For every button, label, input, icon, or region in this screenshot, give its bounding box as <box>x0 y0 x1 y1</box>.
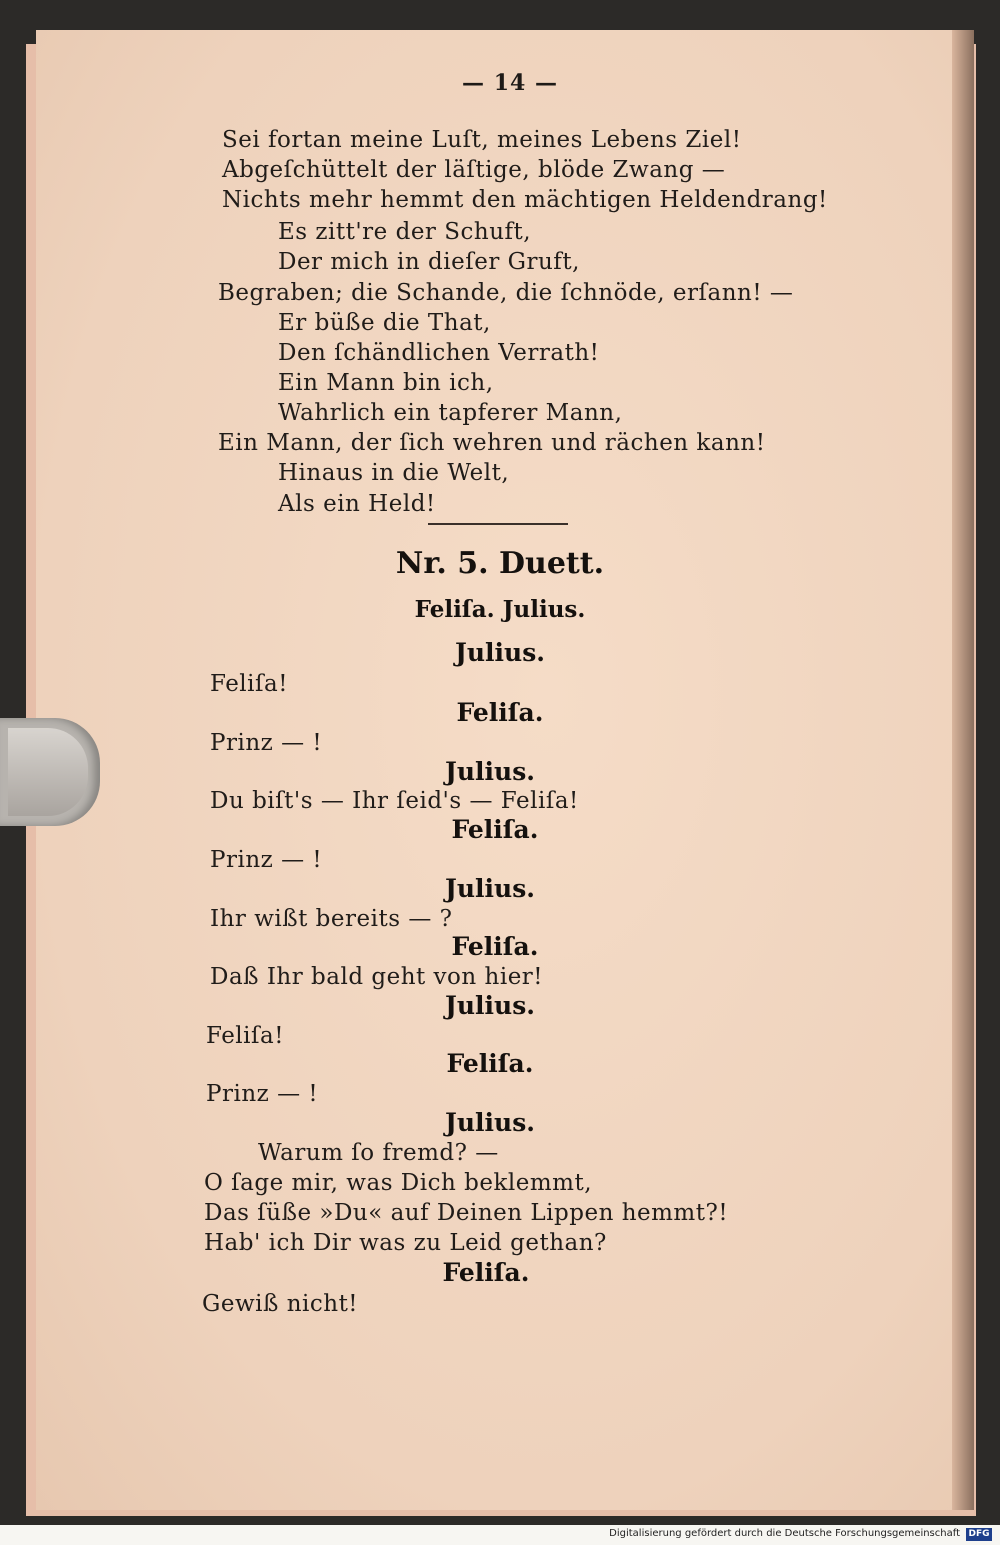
dialogue-line: Gewiß nicht! <box>202 1291 359 1317</box>
funding-credit: Digitalisierung gefördert durch die Deutsche Forschungsgemeinschaft <box>609 1528 960 1539</box>
dialogue-line: Das ſüße »Du« auf Deinen Lippen hemmt?! <box>204 1200 729 1226</box>
verse-line: Begraben; die Schande, die ſchnöde, erſann! — <box>218 280 794 306</box>
dialogue-line: Du biſt's — Ihr ſeid's — Feliſa! <box>210 788 579 814</box>
verse-line: Ein Mann bin ich, <box>278 370 494 396</box>
speaker-name: Julius. <box>445 1108 535 1137</box>
dialogue-line: Feliſa! <box>206 1023 284 1049</box>
verse-line: Es zitt're der Schuft, <box>278 219 532 245</box>
page-gutter-shadow <box>952 30 974 1510</box>
verse-line: Den ſchändlichen Verrath! <box>278 340 600 366</box>
verse-line: Nichts mehr hemmt den mächtigen Heldendrang! <box>222 187 828 213</box>
verse-line: Sei fortan meine Luſt, meines Lebens Ziel! <box>222 127 742 153</box>
dialogue-line: Daß Ihr bald geht von hier! <box>210 964 544 990</box>
verse-line: Hinaus in die Welt, <box>278 460 510 486</box>
dialogue-line: Ihr wißt bereits — ? <box>210 906 453 932</box>
dialogue-line: Feliſa! <box>210 671 288 697</box>
speaker-name: Julius. <box>445 991 535 1020</box>
speaker-name: Feliſa. <box>442 1258 530 1287</box>
section-divider <box>428 523 568 525</box>
speaker-name: Julius. <box>445 757 535 786</box>
verse-line: Als ein Held! <box>278 491 436 517</box>
dialogue-line: O ſage mir, was Dich beklemmt, <box>204 1170 593 1196</box>
speaker-name: Feliſa. <box>451 932 539 961</box>
speaker-name: Feliſa. <box>446 1049 534 1078</box>
verse-line: Ein Mann, der ſich wehren und rächen kann! <box>218 430 766 456</box>
scanner-clip-highlight <box>8 728 88 816</box>
dialogue-line: Hab' ich Dir was zu Leid gethan? <box>204 1230 607 1256</box>
verse-line: Der mich in dieſer Gruft, <box>278 249 580 275</box>
verse-line: Er büße die That, <box>278 310 491 336</box>
verse-line: Abgeſchüttelt der läſtige, blöde Zwang — <box>222 157 726 183</box>
speaker-name: Julius. <box>445 874 535 903</box>
dialogue-line: Prinz — ! <box>210 730 323 756</box>
page-number: — 14 — <box>462 70 558 96</box>
dialogue-line: Prinz — ! <box>210 847 323 873</box>
speaker-name: Julius. <box>455 638 545 667</box>
speaker-name: Feliſa. <box>456 698 544 727</box>
character-list: Feliſa. Julius. <box>414 596 586 623</box>
speaker-name: Feliſa. <box>451 815 539 844</box>
verse-line: Wahrlich ein tapferer Mann, <box>278 400 623 426</box>
section-title: Nr. 5. Duett. <box>395 546 605 581</box>
dialogue-line: Warum ſo fremd? — <box>258 1140 499 1166</box>
dfg-logo: DFG <box>966 1528 992 1541</box>
dialogue-line: Prinz — ! <box>206 1081 319 1107</box>
